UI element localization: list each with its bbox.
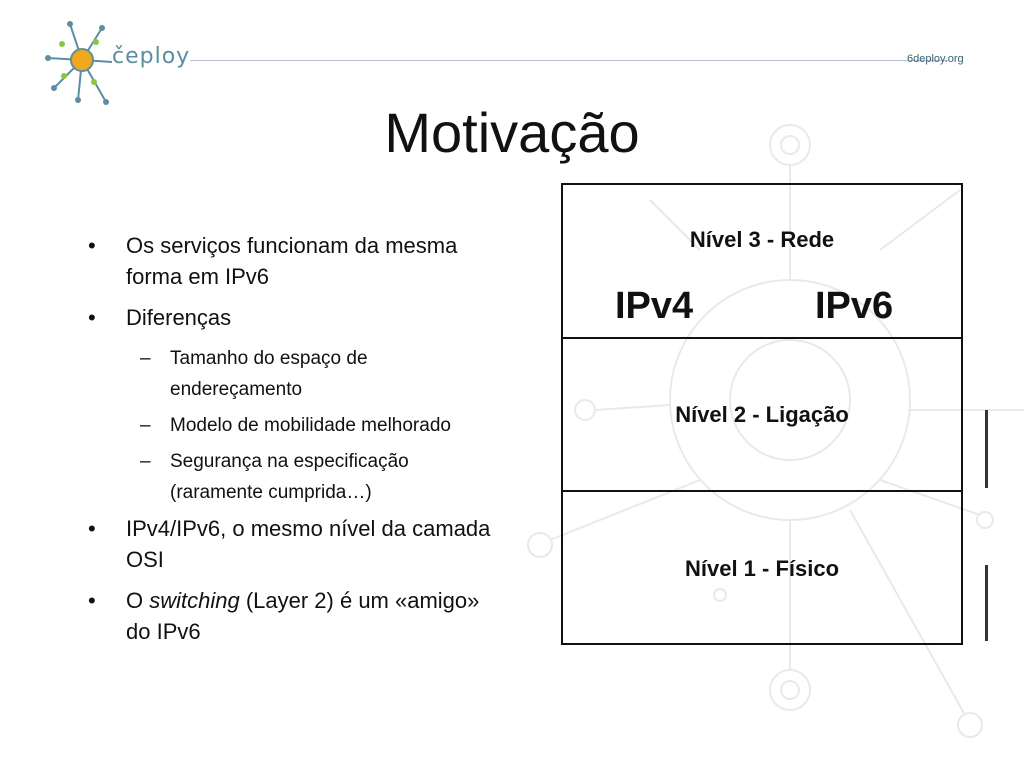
- sub-bullet-text: Segurança na especificação (raramente cumprida…): [170, 451, 409, 503]
- bullet-item: • IPv4/IPv6, o mesmo nível da camada OSI: [88, 516, 491, 572]
- switching-emphasis: switching: [149, 588, 240, 613]
- slide-title: Motivação: [384, 101, 640, 164]
- bullet-item: • O switching (Layer 2) é um «amigo» do IPv6: [88, 588, 480, 644]
- bullet-item: • Os serviços funcionam da mesma forma em IPv6: [88, 233, 458, 289]
- sub-bullet-item: – Modelo de mobilidade melhorado: [140, 415, 451, 436]
- ipv6-label: IPv6: [815, 285, 894, 327]
- layer-1-label: Nível 1 - Físico: [684, 556, 840, 581]
- bullet-text: Os serviços funcionam da mesma forma em IPv6: [126, 233, 458, 289]
- sub-bullet-item: – Segurança na especificação (raramente cumprida…): [140, 451, 409, 503]
- layer-2-box: [563, 339, 961, 492]
- bullet-text: IPv4/IPv6, o mesmo nível da camada OSI: [126, 516, 491, 572]
- bullet-text: O switching (Layer 2) é um «amigo» do IPv6: [126, 588, 480, 644]
- ipv4-label: IPv4: [615, 285, 694, 327]
- osi-layers-diagram: [561, 183, 963, 645]
- bullet-text: Diferenças: [126, 305, 232, 330]
- layer-1-box: [563, 492, 961, 643]
- side-divider: [985, 565, 988, 641]
- bullet-item: • Diferenças: [88, 305, 232, 330]
- site-url: 6deploy.org: [907, 53, 964, 65]
- bullet-list: [84, 230, 504, 657]
- logo-wordmark: čeploy: [112, 44, 191, 69]
- side-divider: [985, 410, 988, 488]
- sub-bullet-text: Tamanho do espaço de endereçamento: [170, 348, 368, 400]
- layer-3-box: [563, 185, 961, 339]
- layer-3-label: Nível 3 - Rede: [689, 227, 835, 252]
- sub-bullet-item: – Tamanho do espaço de endereçamento: [140, 348, 368, 400]
- layer-2-label: Nível 2 - Ligação: [675, 402, 849, 427]
- sub-bullet-text: Modelo de mobilidade melhorado: [170, 415, 451, 436]
- header-divider: [190, 60, 948, 61]
